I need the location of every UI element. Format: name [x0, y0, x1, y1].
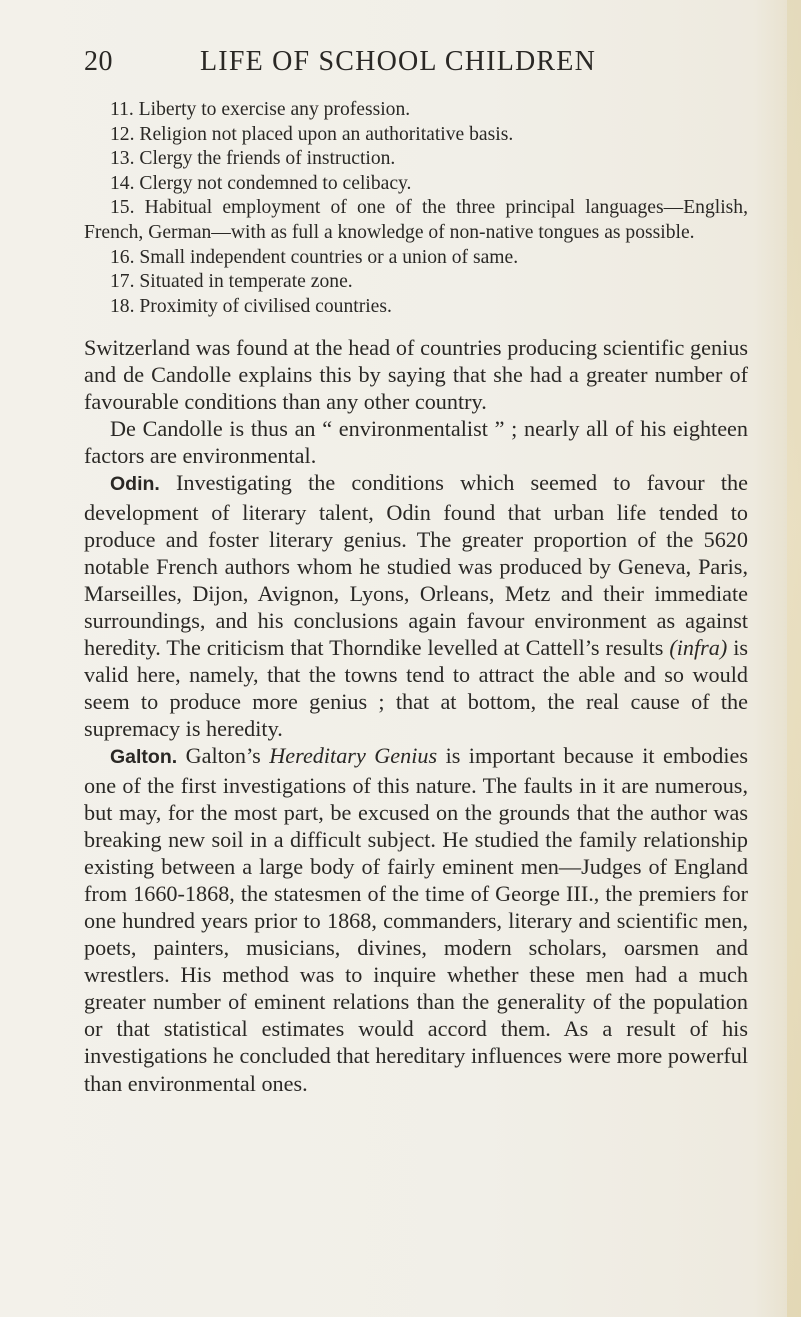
paragraph-switzerland: Switzerland was found at the head of countries producing scientific genius and de Candolle explains this by saying that she had a greater number of favourable conditions than any other country. [84, 335, 748, 415]
list-item: 17. Situated in temperate zone. [110, 271, 353, 293]
list-item: 11. Liberty to exercise any profession. [110, 99, 411, 120]
galton-text-after: is important because it embodies one of the first investigations of this nature. The faults in it are numerous, but may, for the most part, be excused on the grounds that the author was breaking new soil in a difficult subject. He studied the family relationship existing between a large body of fairly eminent men—Judges of England from 1660-1868, the statesmen of the time of George III., the premiers for one hundred years prior to 1868, commanders, literary and scientific men, poets, painters, musicians, divines, modern scholars, oarsmen and wrestlers. His method was to inquire whether these men had a much greater number of eminent relations than the generality of the population or that statistical estimates would accord them. As a result of his investigations he concluded that hereditary influences were more powerful than environmental ones. [84, 743, 749, 1096]
galton-heading: Galton. [110, 746, 178, 769]
list-item: 16. Small independent countries or a union of same. [110, 246, 519, 268]
list-item: 14. Clergy not condemned to celibacy. [110, 172, 412, 194]
paragraph-odin [84, 469, 748, 742]
list-item: 12. Religion not placed upon an authoritative basis. [110, 123, 514, 145]
body-text [84, 334, 748, 1097]
page-header [84, 46, 748, 86]
odin-heading: Odin. [110, 473, 160, 496]
page-number: 20 [84, 46, 113, 77]
list-item: 18. Proximity of civilised countries. [110, 295, 392, 317]
odin-text-after: is valid here, namely, that the towns tend to attract the able and so would seem to produce more genius ; that at bottom, the real cause of the supremacy is heredity. [84, 635, 749, 742]
factors-list [84, 98, 748, 319]
running-head: LIFE OF SCHOOL CHILDREN [200, 46, 597, 77]
paragraph-environmentalist: De Candolle is thus an “ environmentalist ” ; nearly all of his eighteen factors are environmental. [84, 416, 748, 469]
paragraph-galton [84, 742, 748, 1096]
galton-text-before: Galton’s [185, 743, 261, 769]
odin-infra-italic: (infra) [669, 635, 728, 661]
list-item: 13. Clergy the friends of instruction. [110, 148, 396, 170]
page-edge-shading [787, 0, 801, 1317]
list-item: 15. Habitual employment of one of the three principal languages—English, French, German—with as full a knowledge of non-native tongues as possible. [84, 197, 748, 243]
odin-text: Investigating the conditions which seemed to favour the development of literary talent, Odin found that urban life tended to produce and foster literary genius. The greater proportion of the 5620 notable French authors whom he studied was produced by Geneva, Paris, Marseilles, Dijon, Avignon, Lyons, Orleans, Metz and their immediate surroundings, and his conclusions again favour environment as against heredity. The criticism that Thorndike levelled at Cattell’s results [84, 470, 748, 661]
hereditary-genius-title: Hereditary Genius [269, 743, 438, 769]
